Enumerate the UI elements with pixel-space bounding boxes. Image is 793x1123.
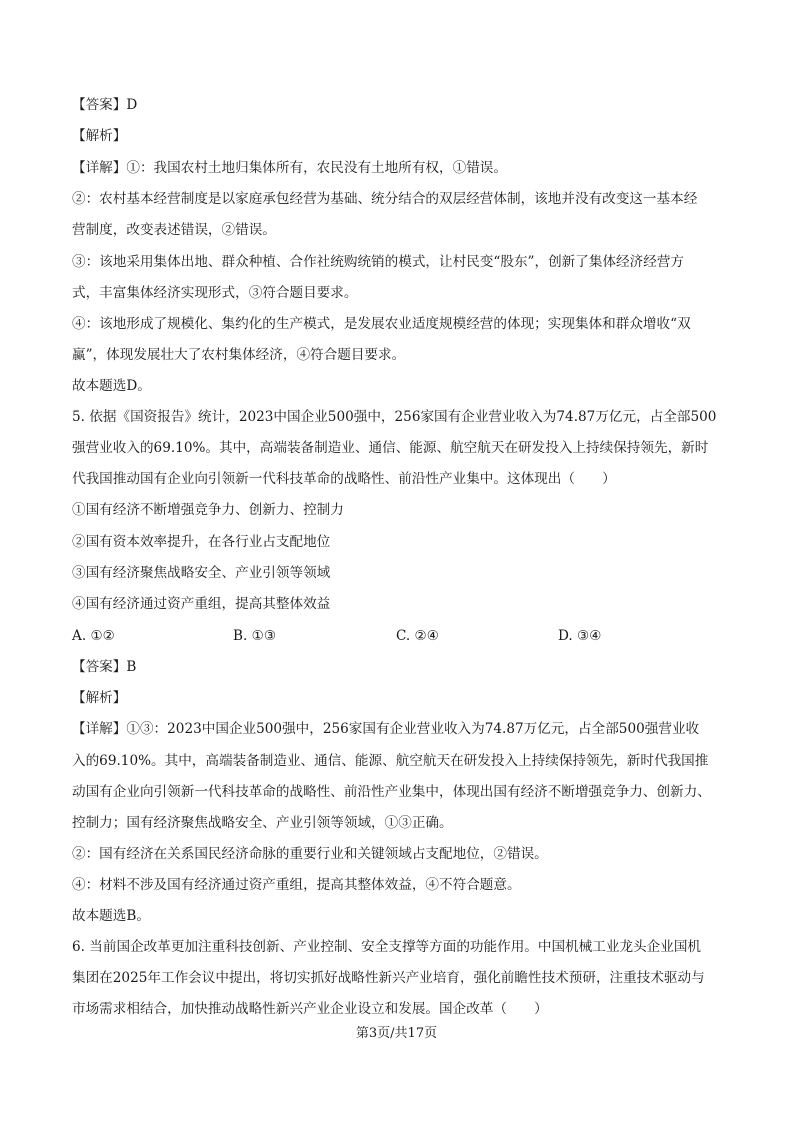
analysis-label: 【解析】 xyxy=(72,690,127,706)
answer-line: 【答案】B xyxy=(72,659,137,675)
explanation-line: ③：该地采用集体出地、群众种植、合作社统购统销的模式，让村民变“股东”，创新了集体经济经营方 xyxy=(72,254,685,270)
statement-item: ③国有经济聚焦战略安全、产业引领等领域 xyxy=(72,565,331,581)
page-number: 第3页/共17页 xyxy=(355,1026,438,1041)
explanation-line: 故本题选D。 xyxy=(72,378,151,394)
explanation-line: 营制度，改变表述错误，②错误。 xyxy=(72,222,276,238)
analysis-label: 【解析】 xyxy=(72,128,127,144)
explanation-line: 控制力；国有经济聚焦战略安全、产业引领等领域，①③正确。 xyxy=(72,815,453,831)
explanation-line: 入的69.10%。其中，高端装备制造业、通信、能源、航空航天在研发投入上持续保持领先，新时代我国推 xyxy=(72,753,709,769)
explanation-line: ②：国有经济在关系国民经济命脉的重要行业和关键领域占支配地位，②错误。 xyxy=(72,846,548,862)
option-b: B. ①③ xyxy=(233,628,277,644)
question-stem-line: 强营业收入的69.10%。其中，高端装备制造业、通信、能源、航空航天在研发投入上持续保持领先，新时 xyxy=(72,440,709,456)
explanation-line: 动国有企业向引领新一代科技革命的战略性、前沿性产业集中，体现出国有经济不断增强竞争力、创新力、 xyxy=(72,784,711,800)
statement-item: ④国有经济通过资产重组，提高其整体效益 xyxy=(72,596,331,612)
question-stem-line: 代我国推动国有企业向引领新一代科技革命的战略性、前沿性产业集中。这体现出（ ） xyxy=(72,471,616,487)
explanation-line: ④：该地形成了规模化、集约化的生产模式，是发展农业适度规模经营的体现；实现集体和群众增收“双 xyxy=(72,316,691,332)
statement-item: ①国有经济不断增强竞争力、创新力、控制力 xyxy=(72,502,344,518)
explanation-line: 式，丰富集体经济实现形式，③符合题目要求。 xyxy=(72,285,358,301)
answer-line: 【答案】D xyxy=(72,97,138,113)
explanation-line: 赢”，体现发展壮大了农村集体经济，④符合题目要求。 xyxy=(72,347,406,363)
option-d: D. ③④ xyxy=(558,628,602,644)
explanation-line: 故本题选B。 xyxy=(72,908,150,924)
explanation-line: ②：农村基本经营制度是以家庭承包经营为基础、统分结合的双层经营体制，该地并没有改变这一基本经 xyxy=(72,191,698,207)
question-stem-line: 市场需求相结合，加快推动战略性新兴产业企业设立和发展。国企改革（ ） xyxy=(72,1001,548,1017)
option-a: A. ①② xyxy=(72,628,115,644)
explanation-line: 【详解】①③：2023中国企业500强中，256家国有企业营业收入为74.87万亿元，占全部500强营业收 xyxy=(72,721,700,737)
option-c: C. ②④ xyxy=(396,628,439,644)
question-stem-line: 集团在2025年工作会议中提出，将切实抓好战略性新兴产业培育，强化前瞻性技术预研，注重技术驱动与 xyxy=(72,970,705,986)
question-stem-line: 6. 当前国企改革更加注重科技创新、产业控制、安全支撑等方面的功能作用。中国机械工业龙头企业国机 xyxy=(72,939,702,955)
statement-item: ②国有资本效率提升，在各行业占支配地位 xyxy=(72,534,331,550)
explanation-line: ④：材料不涉及国有经济通过资产重组，提高其整体效益，④不符合题意。 xyxy=(72,877,521,893)
explanation-line: 【详解】①：我国农村土地归集体所有，农民没有土地所有权，①错误。 xyxy=(72,160,507,176)
question-stem-line: 5. 依据《国资报告》统计，2023中国企业500强中，256家国有企业营业收入为74.87万亿元，占全部500 xyxy=(72,409,717,425)
